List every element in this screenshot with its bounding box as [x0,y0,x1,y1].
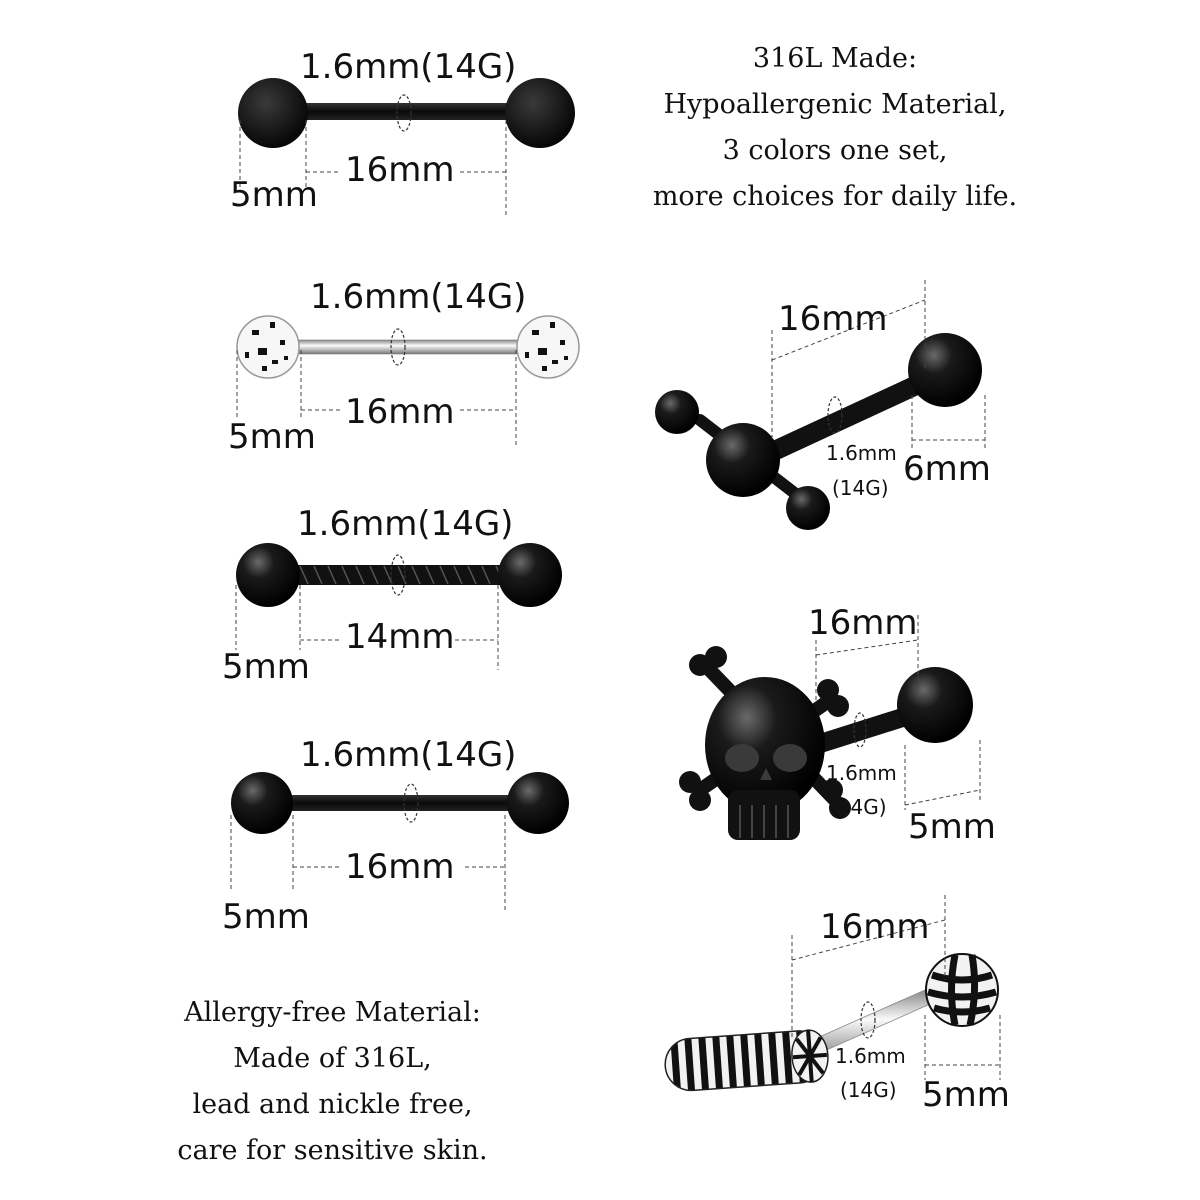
gauge-label: 1.6mm(14G) [300,47,517,87]
gauge-label: (14G) [840,1078,897,1102]
material-description-bottom [140,990,525,1174]
description-line: 316L Made: [752,43,918,74]
description-line: Allergy-free Material: [184,997,481,1028]
barbell-4-graphic [231,772,569,910]
gauge-label: 1.6mm(14G) [310,277,527,317]
length-label: 16mm [808,603,918,643]
ball-size-label: 5mm [228,417,316,457]
gauge-label: 1.6mm(14G) [300,735,517,775]
ball-size-label: 5mm [230,175,318,215]
gauge-label: (14G) [832,476,889,500]
ball-size-label: 5mm [222,897,310,937]
description-line: Hypoallergenic Material, [663,89,1007,120]
gauge-label: 1.6mm [826,761,897,785]
ball-size-label: 5mm [908,807,996,847]
ball-size-label: 5mm [922,1075,1010,1115]
gauge-label: 1.6mm [835,1044,906,1068]
description-line: Made of 316L, [233,1043,432,1074]
length-label: 16mm [345,392,455,432]
length-label: 16mm [778,299,888,339]
ball-size-label: 5mm [222,647,310,687]
description-line: care for sensitive skin. [177,1135,488,1166]
gauge-label: 1.6mm(14G) [297,504,514,544]
length-label: 16mm [345,150,455,190]
length-label: 16mm [345,847,455,887]
description-line: more choices for daily life. [652,181,1018,212]
length-label: 16mm [820,907,930,947]
gauge-label: 1.6mm [826,441,897,465]
description-line: lead and nickle free, [192,1089,473,1120]
material-description-top [620,36,1050,220]
length-label: 14mm [345,617,455,657]
description-line: 3 colors one set, [722,135,948,166]
gauge-label: (14G) [830,795,887,819]
ball-size-label: 6mm [903,449,991,489]
